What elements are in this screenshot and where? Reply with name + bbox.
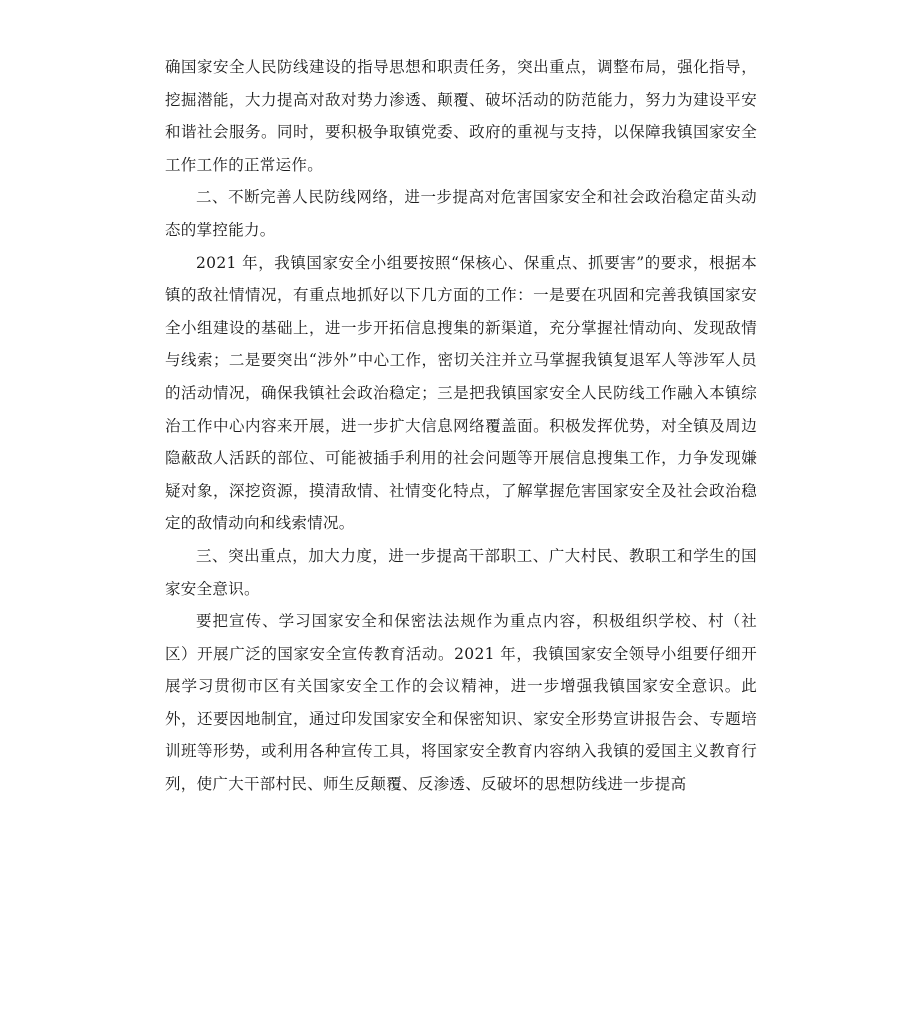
document-body [165,51,757,801]
paragraph-continuation: 确国家安全人民防线建设的指导思想和职责任务，突出重点，调整布局，强化指导，挖掘潜能，大力提高对敌对势力渗透、颠覆、破坏活动的防范能力，努力为建设平安和谐社会服务。同时，要积极争取镇党委、政府的重视与支持，以保障我镇国家安全工作工作的正常运作。 [165,58,757,174]
section-heading-2: 二、不断完善人民防线网络，进一步提高对危害国家安全和社会政治稳定苗头动态的掌控能力。 [165,188,757,239]
section-heading-3: 三、突出重点，加大力度，进一步提高干部职工、广大村民、教职工和学生的国家安全意识。 [165,546,757,598]
paragraph-section-3-body: 要把宣传、学习国家安全和保密法法规作为重点内容，积极组织学校、村（社区）开展广泛的国家安全宣传教育活动。2021 年，我镇国家安全领导小组要仔细开展学习贯彻市区有关国家安全工作的会议精神，进一步增强我镇国家安全意识。此外，还要因地制宜，通过印发国家安全和保密知识、家安全形势宣讲报告会、专题培训班等形势，或利用各种宣传工具，将国家安全教育内容纳入我镇的爱国主义教育行列，使广大干部村民、师生反颠覆、反渗透、反破坏的思想防线进一步提高 [165,612,757,794]
paragraph-section-2-body: 2021 年，我镇国家安全小组要按照“保核心、保重点、抓要害”的要求，根据本镇的敌社情情况，有重点地抓好以下几方面的工作：一是要在巩固和完善我镇国家安全小组建设的基础上，进一步开拓信息搜集的新渠道，充分掌握社情动向、发现敌情与线索；二是要突出“涉外”中心工作，密切关注并立马掌握我镇复退军人等涉军人员的活动情况，确保我镇社会政治稳定；三是把我镇国家安全人民防线工作融入本镇综治工作中心内容来开展，进一步扩大信息网络覆盖面。积极发挥优势，对全镇及周边隐蔽敌人活跃的部位、可能被插手利用的社会问题等开展信息搜集工作，力争发现嫌疑对象，深挖资源，摸清敌情、社情变化特点，了解掌握危害国家安全及社会政治稳定的敌情动向和线索情况。 [165,253,757,533]
